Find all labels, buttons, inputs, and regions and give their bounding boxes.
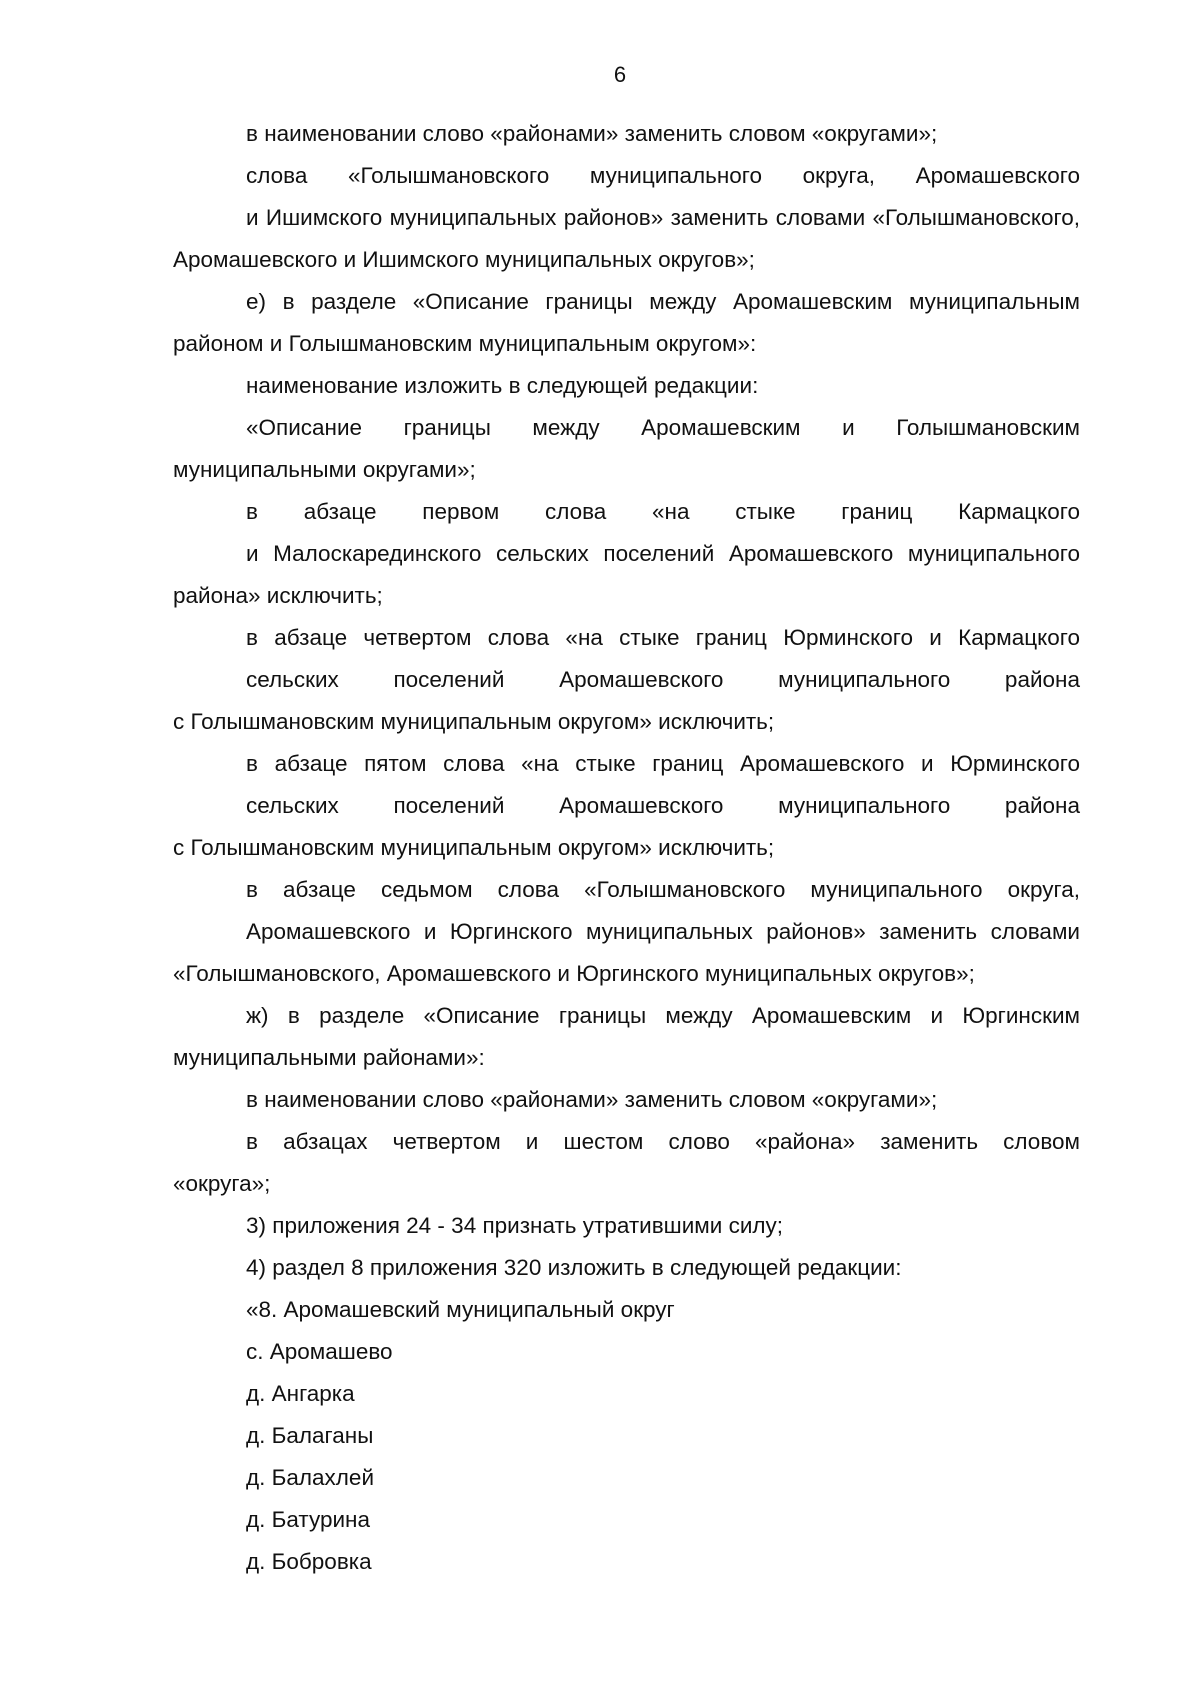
paragraph (173, 1289, 1080, 1331)
paragraph-line: е) в разделе «Описание границы между Аромашевским муниципальным (246, 289, 1080, 314)
paragraph (173, 491, 1080, 617)
paragraph-line: муниципальными округами»; (173, 457, 476, 482)
paragraph-line: в абзацах четвертом и шестом слово «района» заменить словом (246, 1129, 1080, 1154)
paragraph (173, 1079, 1080, 1121)
paragraph-line: в абзаце четвертом слова «на стыке границ Юрминского и Кармацкого (246, 625, 1080, 650)
paragraph (173, 1541, 1080, 1583)
paragraph-line: районом и Голышмановским муниципальным округом»: (173, 331, 757, 356)
paragraph-line: сельских поселений Аромашевского муниципального района (246, 793, 1080, 818)
paragraph-line: сельских поселений Аромашевского муниципального района (246, 667, 1080, 692)
paragraph-line: «округа»; (173, 1171, 271, 1196)
paragraph-line: «8. Аромашевский муниципальный округ (246, 1297, 675, 1322)
page-number: 6 (613, 62, 627, 87)
paragraph-line: д. Батурина (246, 1507, 370, 1532)
paragraph-line: и Малоскарединского сельских поселений Аромашевского муниципального (246, 541, 1080, 566)
paragraph-line: в абзаце седьмом слова «Голышмановского муниципального округа, (246, 877, 1080, 902)
paragraph-line: района» исключить; (173, 583, 383, 608)
paragraph-line: 4) раздел 8 приложения 320 изложить в следующей редакции: (246, 1255, 902, 1280)
paragraph-line: ж) в разделе «Описание границы между Аромашевским и Юргинским (246, 1003, 1080, 1028)
paragraph-line: «Голышмановского, Аромашевского и Юргинского муниципальных округов»; (173, 961, 975, 986)
paragraph-line: в наименовании слово «районами» заменить словом «округами»; (246, 121, 938, 146)
paragraph (173, 1247, 1080, 1289)
paragraph-line: Аромашевского и Ишимского муниципальных округов»; (173, 247, 755, 272)
paragraph-line: 3) приложения 24 - 34 признать утратившими силу; (246, 1213, 784, 1238)
paragraph (173, 869, 1080, 995)
paragraph (173, 1205, 1080, 1247)
paragraph-line: д. Бобровка (246, 1549, 372, 1574)
paragraph (173, 1457, 1080, 1499)
paragraph-line: с Голышмановским муниципальным округом» исключить; (173, 835, 775, 860)
paragraph (173, 1331, 1080, 1373)
paragraph-line: и Ишимского муниципальных районов» заменить словами «Голышмановского, (246, 205, 1080, 230)
paragraph (173, 407, 1080, 491)
paragraph (173, 743, 1080, 869)
paragraph (173, 1121, 1080, 1205)
paragraph (173, 113, 1080, 155)
paragraph-line: д. Ангарка (246, 1381, 355, 1406)
paragraph (173, 1415, 1080, 1457)
paragraph (173, 995, 1080, 1079)
paragraph-line: слова «Голышмановского муниципального округа, Аромашевского (246, 163, 1080, 188)
paragraph-line: муниципальными районами»: (173, 1045, 485, 1070)
paragraph-line: с. Аромашево (246, 1339, 393, 1364)
paragraph-line: д. Балахлей (246, 1465, 375, 1490)
paragraph (173, 1499, 1080, 1541)
paragraph-line: в абзаце первом слова «на стыке границ Кармацкого (246, 499, 1080, 524)
paragraph-line: в наименовании слово «районами» заменить словом «округами»; (246, 1087, 938, 1112)
paragraph (173, 617, 1080, 743)
paragraph-line: в абзаце пятом слова «на стыке границ Аромашевского и Юрминского (246, 751, 1080, 776)
paragraph (173, 281, 1080, 365)
document-body (173, 113, 1080, 1583)
paragraph-line: с Голышмановским муниципальным округом» исключить; (173, 709, 775, 734)
paragraph (173, 155, 1080, 281)
paragraph (173, 1373, 1080, 1415)
paragraph (173, 365, 1080, 407)
paragraph-line: наименование изложить в следующей редакции: (246, 373, 759, 398)
paragraph-line: д. Балаганы (246, 1423, 374, 1448)
paragraph-line: «Описание границы между Аромашевским и Голышмановским (246, 415, 1080, 440)
paragraph-line: Аромашевского и Юргинского муниципальных районов» заменить словами (246, 919, 1080, 944)
